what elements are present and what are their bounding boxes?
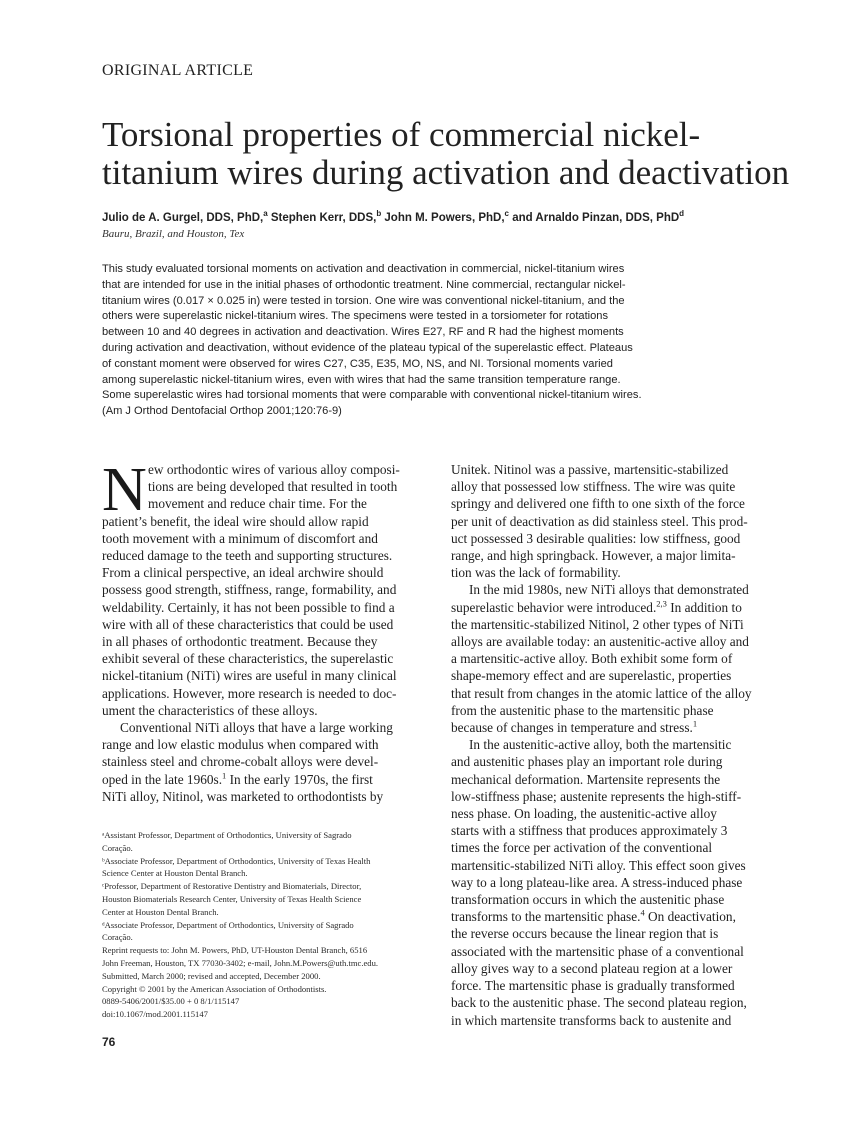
text-line: springy and delivered one fifth to one sixth of the force: [451, 496, 745, 512]
text-line: [102, 771, 414, 788]
text-line: the reverse occurs because the linear region that is: [451, 926, 719, 942]
text-line: times the force per activation of the conventional: [451, 840, 713, 856]
footnote-line: Science Center at Houston Dental Branch.: [102, 868, 248, 879]
text-line: the martensitic-stabilized Nitinol, 2 other types of NiTi: [451, 616, 744, 632]
text-line: way to a long plateau-like area. A stress-induced phase: [451, 874, 743, 890]
drop-cap: N: [102, 456, 147, 524]
text-line: range, and high springback. However, a major limita-: [451, 548, 736, 564]
author-affiliation-mark: a: [263, 209, 268, 219]
footnote-line: doi:10.1067/mod.2001.115147: [102, 1009, 208, 1020]
text-line: and austenitic phases play an important role during: [451, 754, 723, 770]
footnote-line: Center at Houston Dental Branch.: [102, 906, 219, 917]
footnote-line: Coração.: [102, 842, 133, 853]
text-line: patient’s benefit, the ideal wire should allow rapid: [102, 513, 369, 529]
text-line: applications. However, more research is needed to doc-: [102, 685, 397, 701]
author-name: and Arnaldo Pinzan, DDS, PhD: [509, 212, 680, 224]
text-line: tions are being developed that resulted in tooth: [148, 479, 398, 495]
section-label: ORIGINAL ARTICLE: [102, 62, 254, 79]
text-line: martensitic-stabilized NiTi alloy. This effect soon gives: [451, 857, 746, 873]
abstract-line: among superelastic nickel-titanium wires, even with wires that had the same transition temperature range.: [102, 373, 621, 386]
abstract-line: Some superelastic wires had torsional moments that were comparable with conventional nickel-titanium wires.: [102, 389, 642, 402]
text-fragment: In the early 1970s, the first: [226, 771, 373, 787]
abstract: [102, 262, 764, 420]
footnote-line: Houston Biomaterials Research Center, University of Texas Health Science: [102, 893, 362, 904]
footnote-line: Copyright © 2001 by the American Association of Orthodontists.: [102, 983, 327, 994]
text-line: nickel-titanium (NiTi) wires are useful in many clinical: [102, 668, 397, 684]
text-line: stainless steel and chrome-cobalt alloys were devel-: [102, 754, 379, 770]
footnotes: [102, 829, 422, 1021]
text-line: reduced damage to the teeth and supporting structures.: [102, 548, 393, 564]
text-line: wire with all of these characteristics that could be used: [102, 616, 394, 632]
footnote-line: ᶜProfessor, Department of Restorative Dentistry and Biomaterials, Director,: [102, 881, 362, 892]
footnote-line: ᵃAssistant Professor, Department of Orthodontics, University of Sagrado: [102, 830, 352, 840]
abstract-citation: (Am J Orthod Dentofacial Orthop 2001;120:76-9): [102, 405, 342, 418]
abstract-line: others were superelastic nickel-titanium wires. The specimens were tested in a torsiometer for rotations: [102, 310, 609, 323]
title-line: Torsional properties of commercial nickel-: [102, 115, 701, 154]
citation-ref[interactable]: 4: [640, 907, 645, 918]
text-line: [451, 908, 763, 925]
abstract-line: of constant moment were observed for wires C27, C35, E35, MO, NS, and NI. Torsional moments varied: [102, 357, 613, 370]
text-line: uct possessed 3 desirable qualities: low stiffness, good: [451, 530, 741, 546]
citation-ref[interactable]: 1: [222, 770, 227, 781]
text-line: tion was the lack of formability.: [451, 565, 621, 581]
author-affiliation-mark: d: [679, 209, 685, 219]
text-line: [451, 599, 763, 616]
text-line: shape-memory effect and are superelastic, properties: [451, 668, 732, 684]
author-affiliation-mark: b: [376, 209, 382, 219]
text-line: alloys are available today: an austenitic-active alloy and: [451, 634, 749, 650]
abstract-line: during activation and deactivation, without evidence of the plateau typical of the superelastic effect. Plateaus: [102, 341, 633, 354]
text-fragment: On deactivation,: [644, 909, 736, 925]
author-name: John M. Powers, PhD,: [381, 212, 505, 224]
text-line: NiTi alloy, Nitinol, was marketed to orthodontists by: [102, 788, 384, 804]
title-line: titanium wires during activation and deactivation: [102, 153, 790, 192]
text-fragment: oped in the late 1960s.: [102, 771, 223, 787]
footnote-line: ᵇAssociate Professor, Department of Orthodontics, University of Texas Health: [102, 855, 371, 866]
text-line: low-stiffness phase; austenite represents the high-stiff-: [451, 788, 742, 804]
author-name: Julio de A. Gurgel, DDS, PhD,: [102, 212, 264, 224]
author-location: Bauru, Brazil, and Houston, Tex: [102, 228, 245, 240]
author-affiliation-mark: c: [504, 209, 509, 219]
text-line: In the austenitic-active alloy, both the martensitic: [469, 737, 732, 753]
body-column-right: [451, 461, 763, 1029]
text-line: a martensitic-active alloy. Both exhibit some form of: [451, 651, 733, 667]
text-line: per unit of deactivation as did stainless steel. This prod-: [451, 513, 748, 529]
text-line: mechanical deformation. Martensite represents the: [451, 771, 721, 787]
text-line: weldability. Certainly, it has not been possible to find a: [102, 599, 395, 615]
text-line: movement and reduce chair time. For the: [148, 496, 367, 512]
article-title: [102, 116, 802, 192]
page-number: 76: [102, 1035, 116, 1049]
abstract-line: that are intended for use in the initial phases of orthodontic treatment. Nine commercial, rectangular nickel-: [102, 278, 626, 291]
abstract-line: titanium wires (0.017 × 0.025 in) were tested in torsion. One wire was conventional nickel-titanium, and the: [102, 294, 625, 307]
text-line: associated with the martensitic phase of a conventional: [451, 943, 744, 959]
text-line: transformation occurs in which the austenitic phase: [451, 892, 725, 908]
text-line: [451, 719, 763, 736]
text-line: range and low elastic modulus when compared with: [102, 737, 379, 753]
text-line: that result from changes in the atomic lattice of the alloy: [451, 685, 752, 701]
footnote-line: Submitted, March 2000; revised and accepted, December 2000.: [102, 970, 321, 981]
footnote-line: Coração.: [102, 932, 133, 943]
citation-ref[interactable]: 2,3: [656, 598, 667, 609]
text-line: ew orthodontic wires of various alloy composi-: [148, 462, 400, 477]
text-line: Unitek. Nitinol was a passive, martensitic-stabilized: [451, 462, 729, 477]
text-line: from the austenitic phase to the martensitic phase: [451, 702, 714, 718]
citation-ref[interactable]: 1: [692, 718, 698, 729]
text-line: alloy gives way to a second plateau region at a lower: [451, 960, 733, 976]
text-line: back to the austenitic phase. The second plateau region,: [451, 995, 747, 1011]
text-line: possess good strength, stiffness, range, formability, and: [102, 582, 397, 598]
author-list: [102, 209, 822, 224]
text-line: exhibit several of these characteristics, the superelastic: [102, 651, 394, 667]
text-line: in all phases of orthodontic treatment. Because they: [102, 634, 378, 650]
text-fragment: transforms to the martensitic phase.: [451, 909, 641, 925]
text-line: alloy that possessed low stiffness. The wire was quite: [451, 479, 736, 495]
text-line: ness phase. On loading, the austenitic-active alloy: [451, 806, 717, 822]
body-column-left: [102, 456, 414, 805]
text-line: starts with a stiffness that produces approximately 3: [451, 823, 728, 839]
footnote-line: John Freeman, Houston, TX 77030-3402; e-mail, John.M.Powers@uth.tmc.edu.: [102, 957, 379, 968]
footnote-line: ᵈAssociate Professor, Department of Orthodontics, University of Sagrado: [102, 919, 354, 930]
author-name: Stephen Kerr, DDS,: [267, 212, 377, 224]
text-fragment: In addition to: [666, 599, 742, 615]
text-line: in which martensite transforms back to austenite and: [451, 1012, 732, 1028]
text-line: force. The martensitic phase is gradually transformed: [451, 978, 735, 994]
abstract-line: between 10 and 40 degrees in activation and deactivation. Wires E27, RF and R had the highest moments: [102, 326, 624, 339]
text-line: In the mid 1980s, new NiTi alloys that demonstrated: [469, 582, 749, 598]
text-line: From a clinical perspective, an ideal archwire should: [102, 565, 384, 581]
text-fragment: because of changes in temperature and stress.: [451, 720, 693, 736]
text-line: tooth movement with a minimum of discomfort and: [102, 530, 378, 546]
footnote-line: 0889-5406/2001/$35.00 + 0 8/1/115147: [102, 996, 240, 1007]
text-fragment: superelastic behavior were introduced.: [451, 599, 657, 615]
text-line: Conventional NiTi alloys that have a large working: [120, 720, 393, 736]
abstract-line: This study evaluated torsional moments on activation and deactivation in commercial, nickel-titanium wires: [102, 263, 625, 275]
text-line: ument the characteristics of these alloys.: [102, 702, 318, 718]
footnote-line: Reprint requests to: John M. Powers, PhD, UT-Houston Dental Branch, 6516: [102, 945, 368, 956]
